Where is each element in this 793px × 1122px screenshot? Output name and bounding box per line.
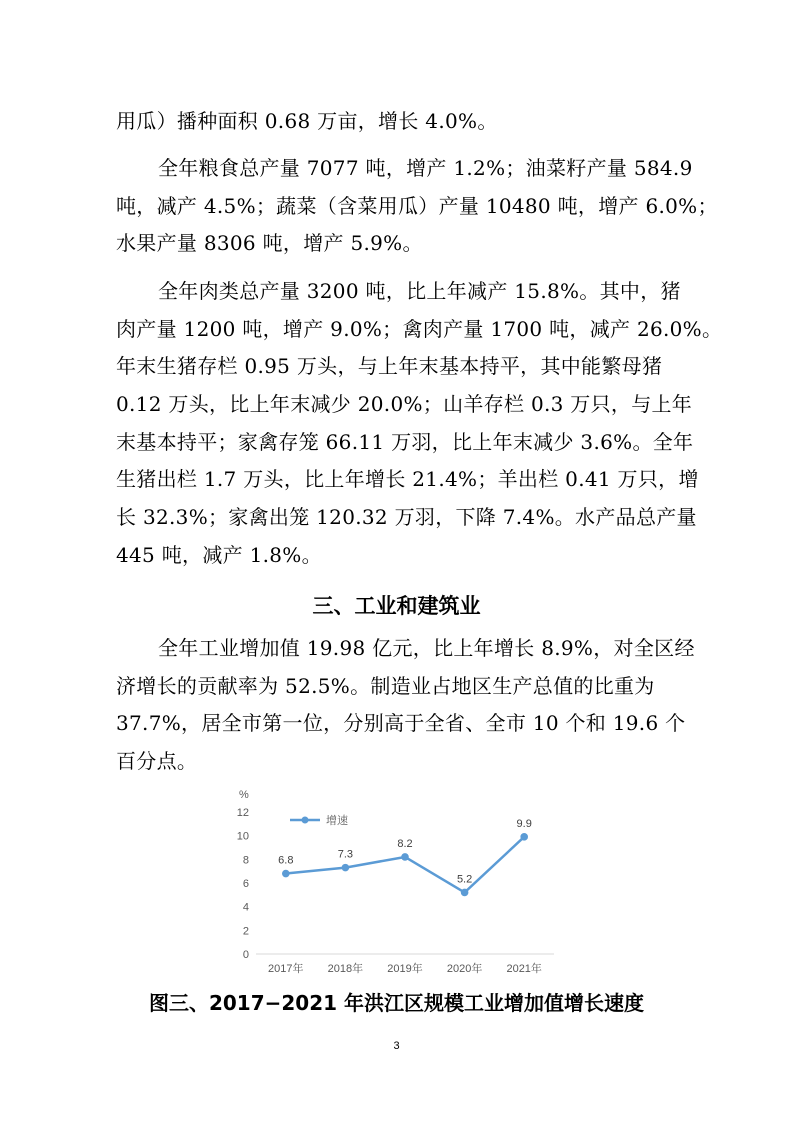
legend-label: 增速 — [326, 815, 348, 827]
y-tick-label: 4 — [242, 901, 249, 914]
paragraph-planting-area — [116, 103, 681, 141]
text-line: 末基本持平；家禽存笼 66.11 万羽，比上年末减少 3.6%。全年 — [116, 429, 694, 454]
text-line: 济增长的贡献率为 52.5%。制造业占地区生产总值的比重为 — [116, 673, 655, 698]
text-line: 年末生猪存栏 0.95 万头，与上年末基本持平，其中能繁母猪 — [116, 354, 663, 379]
data-label: 9.9 — [516, 817, 532, 830]
page-number: 3 — [393, 1040, 400, 1052]
data-point-marker — [401, 853, 409, 861]
paragraph-meat-output — [116, 273, 723, 575]
figure-caption: 图三、2017−2021 年洪江区规模工业增加值增长速度 — [148, 991, 645, 1015]
data-point-marker — [282, 870, 290, 878]
text-line: 百分点。 — [116, 749, 198, 774]
text-line: 肉产量 1200 吨，增产 9.0%；禽肉产量 1700 吨，减产 26.0%。 — [116, 316, 723, 341]
text-line: 全年肉类总产量 3200 吨，比上年减产 15.8%。其中，猪 — [158, 279, 681, 303]
x-tick-label: 2017年 — [268, 963, 304, 975]
legend — [290, 813, 348, 827]
y-axis-unit: % — [239, 789, 249, 801]
data-label: 6.8 — [278, 854, 294, 867]
text-line: 0.12 万头，比上年末减少 20.0%；山羊存栏 0.3 万只，与上年 — [116, 392, 693, 417]
text-line: 37.7%，居全市第一位，分别高于全省、全市 10 个和 19.6 个 — [116, 711, 686, 736]
y-tick-label: 0 — [242, 949, 249, 961]
x-tick-label: 2018年 — [327, 963, 364, 975]
x-axis-ticks — [268, 961, 542, 975]
data-label: 8.2 — [397, 837, 413, 850]
text-line: 生猪出栏 1.7 万头，比上年增长 21.4%；羊出栏 0.41 万只，增 — [116, 467, 699, 492]
data-labels — [278, 818, 532, 886]
paragraph-industry — [116, 630, 695, 781]
text-line: 全年粮食总产量 7077 吨，增产 1.2%；油菜籽产量 584.9 — [158, 156, 693, 180]
x-tick-label: 2019年 — [387, 963, 423, 975]
y-tick-label: 10 — [236, 830, 249, 843]
y-tick-label: 8 — [242, 854, 249, 867]
y-tick-label: 6 — [242, 878, 249, 890]
data-point-marker — [520, 833, 528, 841]
section-heading: 三、工业和建筑业 — [312, 594, 481, 618]
x-tick-label: 2020年 — [446, 963, 483, 975]
text-line: 吨，减产 4.5%；蔬菜（含菜用瓜）产量 10480 吨，增产 6.0%； — [116, 193, 718, 218]
text-line: 用瓜）播种面积 0.68 万亩，增长 4.0%。 — [116, 109, 498, 133]
legend-marker — [302, 817, 309, 824]
text-line: 全年工业增加值 19.98 亿元，比上年增长 8.9%，对全区经 — [158, 636, 695, 660]
growth-line-chart — [220, 786, 570, 981]
y-tick-label: 2 — [242, 925, 249, 938]
text-line: 445 吨，减产 1.8%。 — [116, 542, 322, 567]
data-label: 7.3 — [337, 848, 354, 861]
text-line: 水果产量 8306 吨，增产 5.9%。 — [116, 231, 423, 256]
x-tick-label: 2021年 — [506, 963, 542, 975]
y-tick-label: 12 — [236, 807, 249, 819]
data-label: 5.2 — [456, 873, 473, 886]
text-line: 长 32.3%；家禽出笼 120.32 万羽，下降 7.4%。水产品总产量 — [116, 505, 697, 530]
y-axis-ticks — [237, 807, 249, 961]
data-point-marker — [342, 864, 350, 872]
data-point-marker — [461, 889, 469, 897]
paragraph-grain-output — [116, 150, 718, 263]
